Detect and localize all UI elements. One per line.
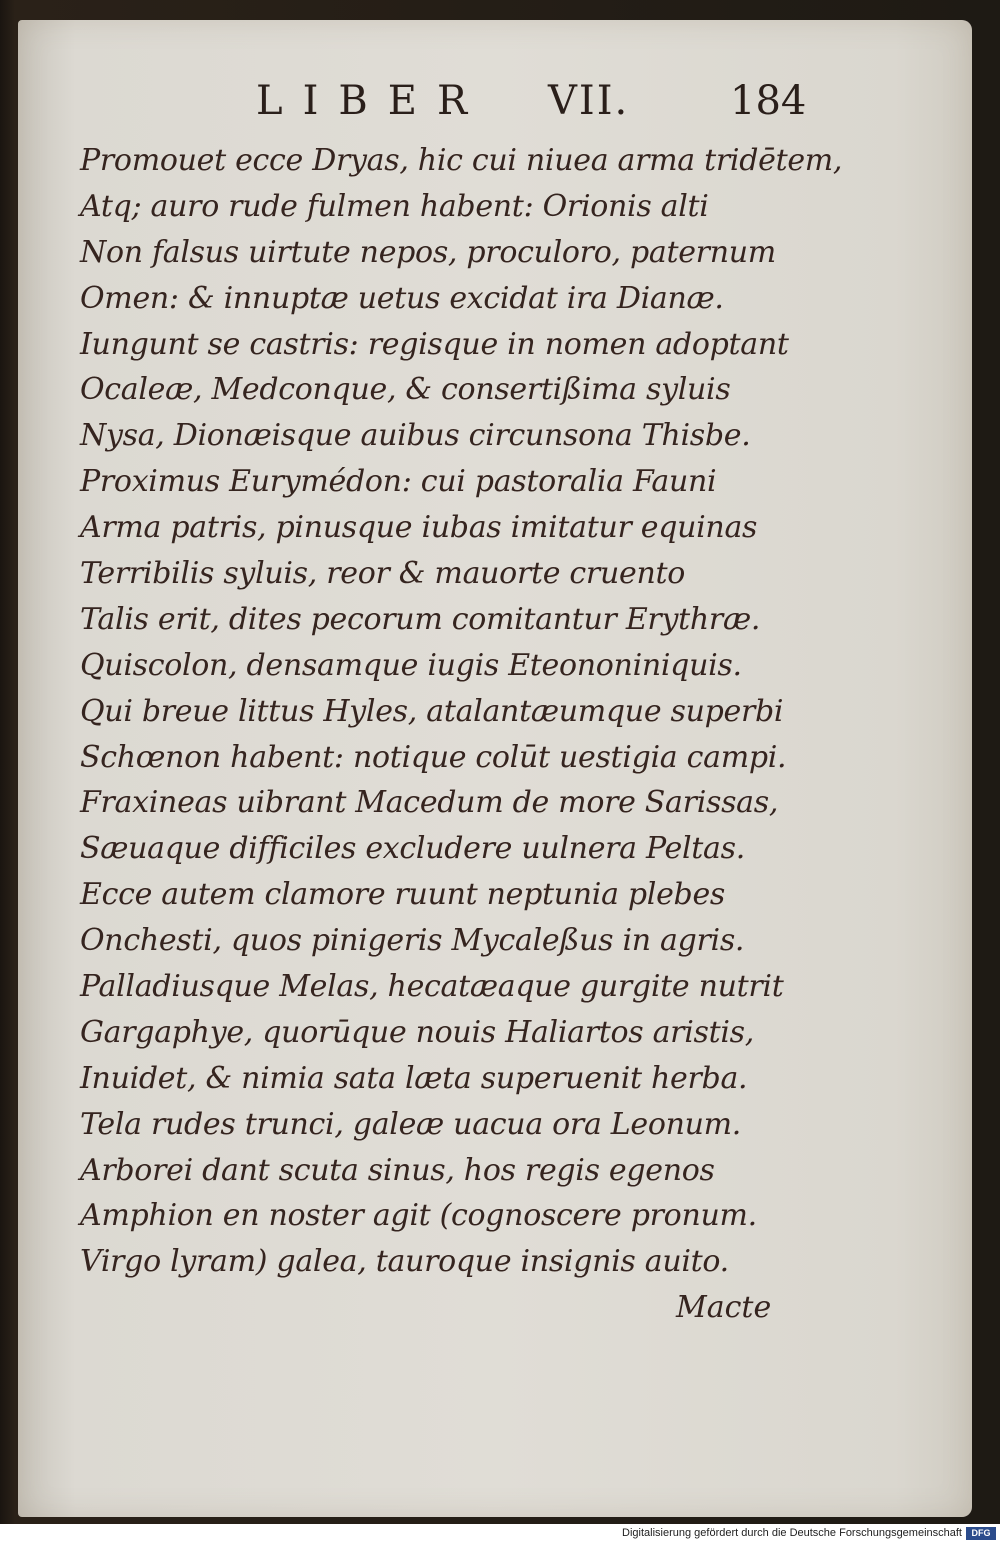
verse-line: Inuidet, & nimia sata læta superuenit herba. — [80, 1060, 748, 1096]
verse-line: Terribilis syluis, reor & mauorte cruento — [80, 556, 685, 592]
verse-line: Non falsus uirtute nepos, proculoro, paternum — [80, 234, 776, 270]
funding-credit: Digitalisierung gefördert durch die Deutsche Forschungsgemeinschaft — [622, 1527, 962, 1539]
verse-line: Sæuaque difficiles excludere uulnera Peltas. — [80, 831, 745, 867]
verse-line: Arma patris, pinusque iubas imitatur equinas — [80, 510, 758, 546]
verse-line: Tela rudes trunci, galeæ uacua ora Leonum. — [80, 1106, 742, 1142]
verse-line: Nysa, Dionæisque auibus circunsona Thisbe. — [80, 418, 751, 454]
digitization-footer — [0, 1524, 1000, 1544]
running-head — [0, 78, 1000, 128]
verse-line: Palladiusque Melas, hecatæaque gurgite nutrit — [80, 969, 784, 1005]
verse-line: Ocaleæ, Medconque, & consertißima syluis — [80, 372, 731, 408]
folio-number: 184 — [730, 78, 807, 124]
verse-line: Fraxineas uibrant Macedum de more Sarissas, — [80, 785, 779, 821]
verse-line: Virgo lyram) galea, tauroque insignis auito. — [80, 1244, 729, 1280]
verse-line: Promouet ecce Dryas, hic cui niuea arma tridētem, — [80, 143, 843, 178]
verse-line: Gargaphye, quorūque nouis Haliartos aristis, — [80, 1014, 754, 1050]
verse-line: Quiscolon, densamque iugis Eteononiniquis. — [80, 647, 742, 683]
verse-line: Qui breue littus Hyles, atalantæumque superbi — [80, 693, 784, 729]
verse-line: Iungunt se castris: regisque in nomen adoptant — [80, 326, 789, 362]
running-head-book: VII. — [548, 78, 630, 124]
catchword: Macte — [676, 1290, 772, 1325]
verse-line: Omen: & innuptæ uetus excidat ira Dianæ. — [80, 280, 724, 316]
dfg-logo-icon: DFG — [966, 1527, 996, 1540]
verse-line: Atq; auro rude fulmen habent: Orionis alti — [80, 188, 709, 224]
verse-line: Amphion en noster agit (cognoscere pronum. — [80, 1198, 757, 1234]
running-head-title: LIBER — [256, 78, 488, 124]
verse-line: Onchesti, quos pinigeris Mycaleßus in agris. — [80, 923, 745, 959]
verse-block — [80, 138, 843, 1285]
verse-line: Schœnon habent: notique colūt uestigia campi. — [80, 739, 787, 775]
verse-line: Arborei dant scuta sinus, hos regis egenos — [80, 1152, 715, 1188]
verse-line: Talis erit, dites pecorum comitantur Erythræ. — [80, 601, 761, 637]
verse-line: Proximus Eurymédon: cui pastoralia Fauni — [80, 464, 717, 500]
verse-line: Ecce autem clamore ruunt neptunia plebes — [80, 877, 726, 913]
